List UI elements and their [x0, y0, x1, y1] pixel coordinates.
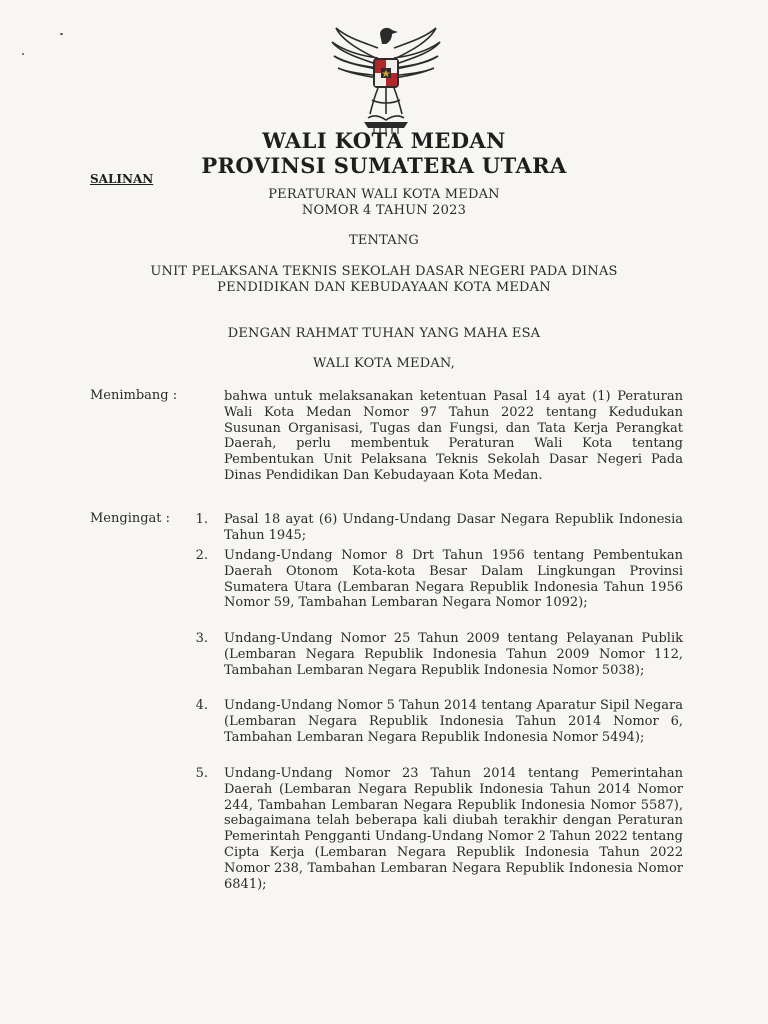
scan-speck — [22, 53, 24, 55]
list-item-number: 2. — [195, 548, 208, 563]
list-item: Undang-Undang Nomor 23 Tahun 2014 tentang Pemerintahan Daerah (Lembaran Negara Republik Indonesia Tahun 2014 Nomor 244, Tambahan Lembaran Negara Republik Indonesia Nomor 5587), sebagaimana telah beberapa kali diubah terakhir dengan Peraturan Pemerintah Pengganti Undang-Undang Nomor 2 Tahun 2022 tentang Cipta Kerja (Lembaran Negara Republik Indonesia Tahun 2022 Nomor 238, Tambahan Lembaran Negara Republik Indonesia Nomor 6841); — [224, 766, 683, 892]
list-item-number: 4. — [195, 698, 208, 713]
list-item-number: 1. — [195, 512, 208, 527]
list-item-number: 3. — [195, 631, 208, 646]
tentang-label: TENTANG — [348, 233, 420, 248]
mengingat-label: Mengingat : — [90, 511, 171, 526]
list-item: Undang-Undang Nomor 8 Drt Tahun 1956 tentang Pembentukan Daerah Otonom Kota-kota Besar Dalam Lingkungan Provinsi Sumatera Utara (Lembaran Negara Republik Indonesia Tahun 1956 Nomor 59, Tambahan Lembaran Negara Nomor 1092); — [224, 548, 683, 611]
authority-line: WALI KOTA MEDAN, — [313, 356, 455, 371]
subject-line-1: UNIT PELAKSANA TEKNIS SEKOLAH DASAR NEGERI PADA DINAS — [150, 264, 618, 279]
scan-speck — [60, 33, 63, 35]
subject-line-2: PENDIDIKAN DAN KEBUDAYAAN KOTA MEDAN — [217, 280, 551, 295]
list-item: Undang-Undang Nomor 5 Tahun 2014 tentang Aparatur Sipil Negara (Lembaran Negara Republik Indonesia Tahun 2014 Nomor 6, Tambahan Lembaran Negara Republik Indonesia Nomor 5494); — [224, 698, 683, 745]
header-title-city: WALI KOTA MEDAN — [262, 128, 506, 153]
menimbang-text: bahwa untuk melaksanakan ketentuan Pasal 14 ayat (1) Peraturan Wali Kota Medan Nomor 97 Tahun 2022 tentang Kedudukan Susunan Organisasi, Tugas dan Fungsi, dan Tata Kerja Perangkat Daerah, perlu membentuk Peraturan Wali Kota tentang Pembentukan Unit Pelaksana Teknis Sekolah Dasar Negeri Pada Dinas Pendidikan Dan Kebudayaan Kota Medan. — [224, 389, 683, 483]
salinan-label: SALINAN — [90, 172, 154, 186]
list-item-number: 5. — [195, 766, 208, 781]
regulation-number: NOMOR 4 TAHUN 2023 — [301, 203, 467, 218]
list-item: Undang-Undang Nomor 25 Tahun 2009 tentang Pelayanan Publik (Lembaran Negara Republik Indonesia Tahun 2009 Nomor 112, Tambahan Lembaran Negara Republik Indonesia Nomor 5038); — [224, 631, 683, 678]
header-title-province: PROVINSI SUMATERA UTARA — [201, 153, 567, 178]
menimbang-label: Menimbang : — [90, 388, 178, 403]
regulation-title: PERATURAN WALI KOTA MEDAN — [268, 187, 500, 202]
garuda-pancasila-emblem-icon — [328, 22, 444, 136]
list-item: Pasal 18 ayat (6) Undang-Undang Dasar Negara Republik Indonesia Tahun 1945; — [224, 512, 683, 543]
invocation: DENGAN RAHMAT TUHAN YANG MAHA ESA — [227, 326, 541, 341]
